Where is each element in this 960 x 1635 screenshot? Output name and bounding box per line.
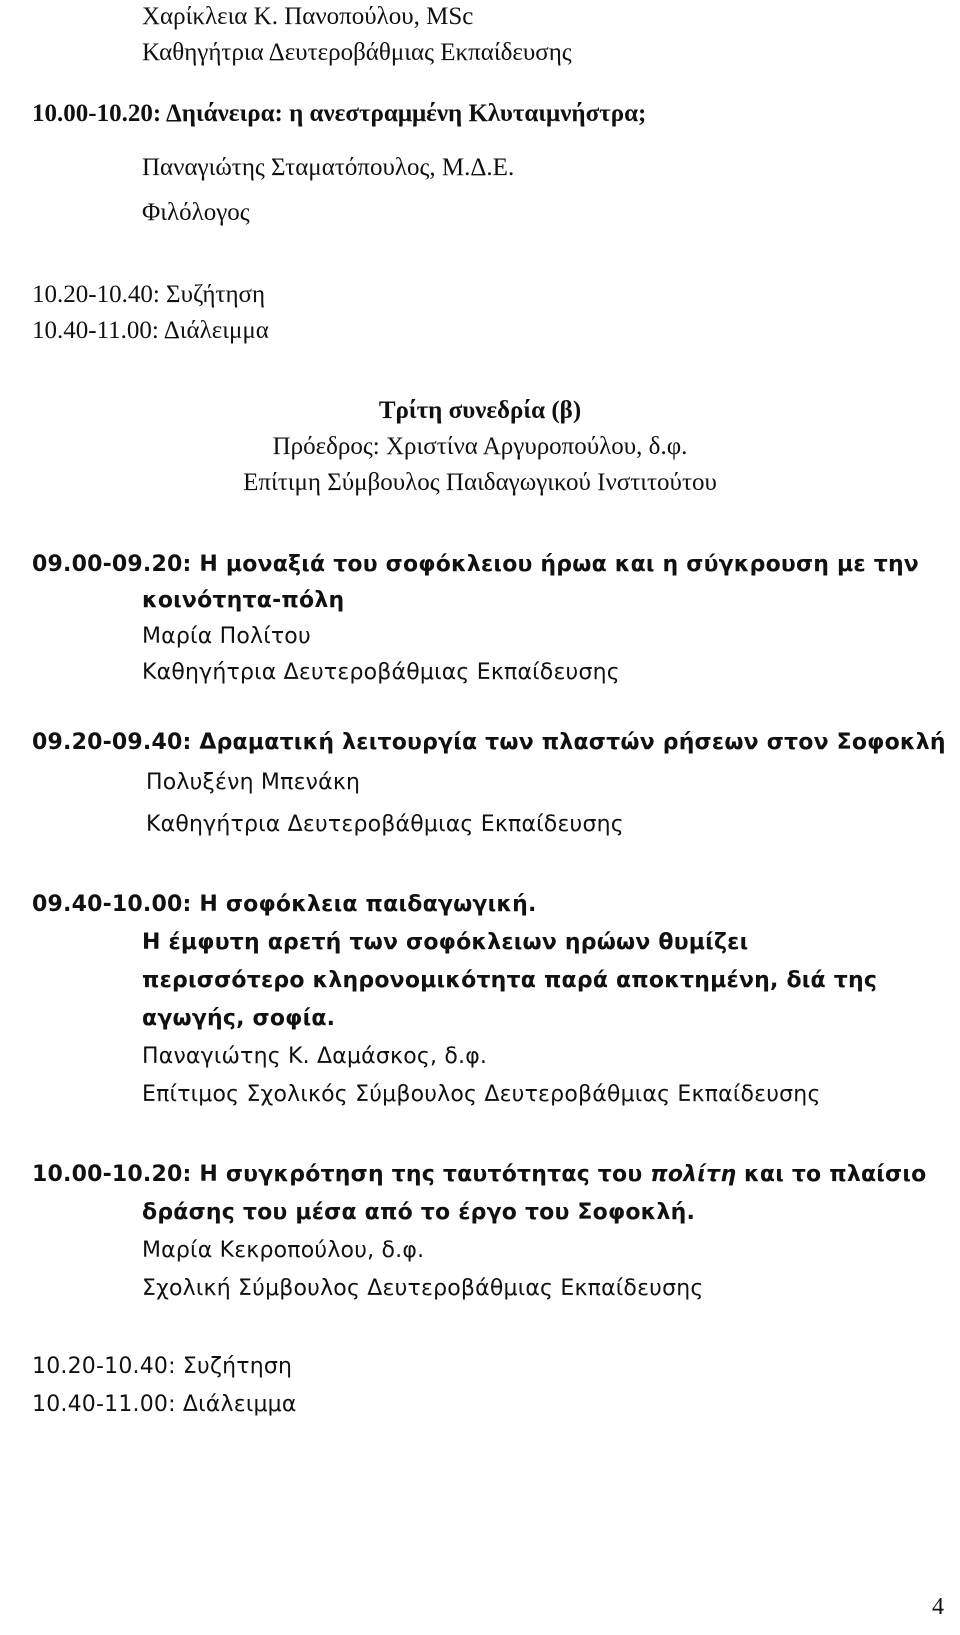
talk-title-emphasis: πολίτη [650, 1162, 737, 1187]
talk-title-continued: δράσης του μέσα από το έργο του Σοφοκλή. [142, 1200, 696, 1225]
speaker-role: Καθηγήτρια Δευτεροβάθμιας Εκπαίδευσης [142, 39, 572, 66]
schedule-item [32, 726, 946, 760]
schedule-item [32, 888, 537, 922]
break-label: : Διάλειμμα [151, 317, 269, 344]
session-title: Τρίτη συνεδρία (β) [378, 397, 582, 424]
session-chair-role: Επίτιμη Σύμβουλος Παιδαγωγικού Ινστιτούτου [243, 469, 717, 496]
time-slot: 10.20-10.40: [32, 1354, 176, 1379]
speaker-role: Επίτιμος Σχολικός Σύμβουλος Δευτεροβάθμιας Εκπαίδευσης [142, 1082, 821, 1107]
break-item [32, 1388, 297, 1422]
speaker-role: Σχολική Σύμβουλος Δευτεροβάθμιας Εκπαίδευσης [142, 1276, 704, 1301]
speaker-name: Χαρίκλεια Κ. Πανοπούλου, MSc [142, 3, 474, 30]
talk-title: Δηιάνειρα: η ανεστραμμένη Κλυταιμνήστρα; [161, 100, 647, 127]
schedule-item [32, 97, 646, 131]
break-item [32, 314, 269, 348]
time-slot: 10.00-10.20: [32, 100, 162, 127]
speaker-name: Μαρία Κεκροπούλου, δ.φ. [142, 1238, 425, 1263]
break-label: Διάλειμμα [175, 1392, 297, 1417]
talk-title-continued: περισσότερο κληρονομικότητα παρά αποκτημένη, διά της [142, 968, 878, 993]
speaker-name: Πολυξένη Μπενάκη [146, 770, 361, 795]
talk-title: Η συγκρότηση της ταυτότητας του [191, 1162, 651, 1187]
speaker-role: Καθηγήτρια Δευτεροβάθμιας Εκπαίδευσης [146, 812, 624, 837]
talk-title: και το πλαίσιο [736, 1162, 927, 1187]
session-chair: Πρόεδρος: Χριστίνα Αργυροπούλου, δ.φ. [272, 433, 688, 460]
speaker-role: Φιλόλογος [142, 199, 250, 226]
speaker-name: Μαρία Πολίτου [142, 624, 311, 649]
talk-title: Η σοφόκλεια παιδαγωγική. [191, 892, 537, 917]
time-slot: 10.40-11.00 [32, 317, 152, 344]
break-item [32, 278, 265, 312]
time-slot: 10.40-11.00: [32, 1392, 176, 1417]
talk-title: Δραματική λειτουργία των πλαστών ρήσεων στον Σοφοκλή [191, 730, 946, 755]
time-slot: 09.20-09.40: [32, 730, 192, 755]
break-label: Συζήτηση [175, 1354, 293, 1379]
talk-title-continued: κοινότητα-πόλη [142, 588, 345, 613]
time-slot: 09.00-09.20: [32, 552, 192, 577]
page-number: 4 [932, 1594, 944, 1620]
talk-title-continued: αγωγής, σοφία. [142, 1006, 336, 1031]
speaker-name: Παναγιώτης Κ. Δαμάσκος, δ.φ. [142, 1044, 488, 1069]
break-label: Συζήτηση [159, 281, 266, 308]
schedule-item [32, 548, 919, 582]
time-slot: 10.00-10.20: [32, 1162, 192, 1187]
break-item [32, 1350, 292, 1384]
speaker-role: Καθηγήτρια Δευτεροβάθμιας Εκπαίδευσης [142, 660, 620, 685]
schedule-item [32, 1158, 926, 1192]
time-slot: 10.20-10.40: [32, 281, 160, 308]
talk-title: Η μοναξιά του σοφόκλειου ήρωα και η σύγκρουση με την [191, 552, 919, 577]
talk-title-continued: Η έμφυτη αρετή των σοφόκλειων ηρώων θυμίζει [142, 930, 749, 955]
time-slot: 09.40-10.00: [32, 892, 192, 917]
speaker-name: Παναγιώτης Σταματόπουλος, Μ.Δ.Ε. [142, 154, 515, 181]
